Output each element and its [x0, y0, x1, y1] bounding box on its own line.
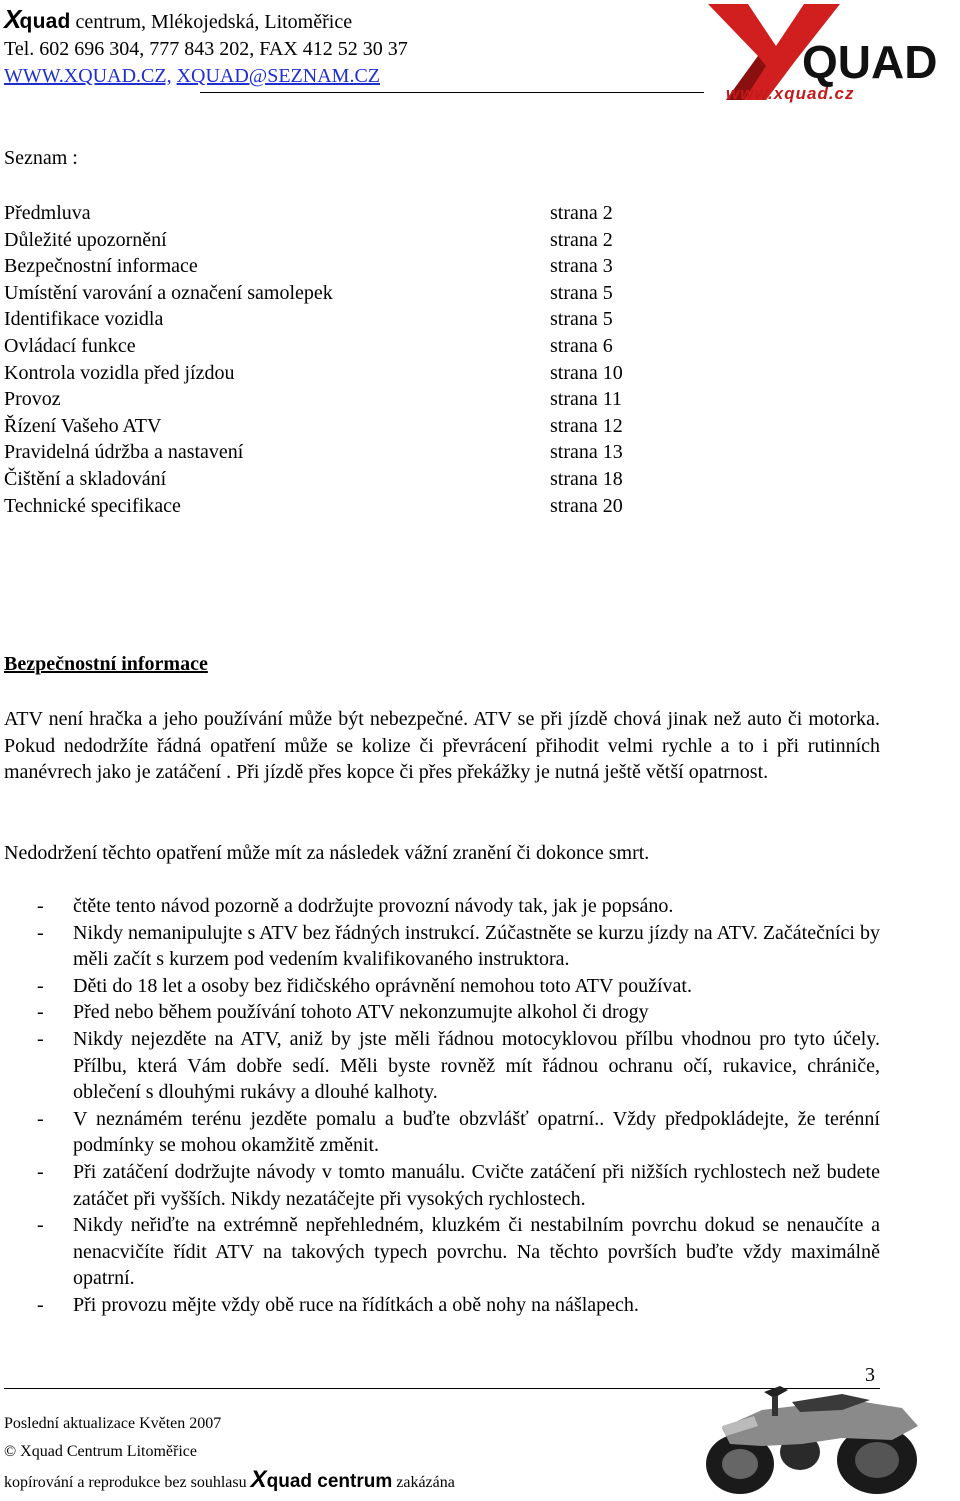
footer-updated: Poslední aktualizace Květen 2007	[4, 1415, 222, 1432]
list-dash: -	[37, 895, 44, 917]
xquad-logo	[704, 0, 960, 108]
safety-list-item	[4, 999, 880, 1026]
atv-image	[692, 1382, 942, 1500]
toc-item-title: Umístění varování a označení samolepek	[4, 281, 333, 304]
toc-row	[4, 360, 704, 387]
header	[4, 6, 704, 90]
table-of-contents	[4, 200, 704, 519]
toc-item-page: strana 12	[550, 414, 623, 437]
list-dash: -	[37, 1001, 44, 1024]
toc-row	[4, 306, 704, 333]
list-item-text: Při provozu mějte vždy obě ruce na řídítkách a obě nohy na nášlapech.	[73, 1293, 639, 1316]
safety-list-item	[4, 893, 880, 920]
toc-item-page: strana 5	[550, 281, 613, 304]
footer	[4, 1410, 455, 1497]
safety-list-item	[4, 1212, 880, 1292]
list-item-text: Děti do 18 let a osoby bez řidičského oprávnění nemohou toto ATV používat.	[73, 974, 692, 997]
brand-word: quad	[19, 10, 71, 33]
toc-row	[4, 253, 704, 280]
list-item-text: Při zatáčení dodržujte návody v tomto manuálu. Cvičte zatáčení při nižších rychlostech než budete zatáčet při vyšších. Nikdy nezatáčejte při vysokých rychlostech.	[73, 1160, 880, 1210]
atv-rear-rim	[855, 1442, 899, 1478]
footer-copy-notice	[4, 1466, 455, 1497]
safety-list-item	[4, 1026, 880, 1106]
list-dash: -	[37, 1107, 44, 1130]
list-dash: -	[37, 974, 44, 997]
footer-brand-word: quad centrum	[266, 1471, 393, 1492]
toc-item-title: Ovládací funkce	[4, 334, 136, 357]
toc-item-page: strana 3	[550, 255, 613, 278]
toc-row	[4, 386, 704, 413]
email-link[interactable]: XQUAD@SEZNAM.CZ	[176, 65, 380, 87]
toc-item-title: Kontrola vozidla před jízdou	[4, 361, 235, 384]
website-link[interactable]: WWW.XQUAD.CZ,	[4, 65, 172, 87]
section-title: Bezpečnostní informace	[4, 653, 208, 675]
copy-suffix: zakázána	[392, 1474, 455, 1491]
list-item-text: čtěte tento návod pozorně a dodržujte provozní návody tak, jak je popsáno.	[73, 895, 674, 917]
list-item-text: Před nebo během používání tohoto ATV nekonzumujte alkohol či drogy	[73, 1001, 649, 1024]
list-dash: -	[37, 1293, 44, 1316]
footer-brand-x: X	[250, 1466, 267, 1493]
copy-prefix: kopírování a reprodukce bez souhlasu	[4, 1474, 251, 1491]
toc-row	[4, 493, 704, 520]
list-item-text: Nikdy nemanipulujte s ATV bez řádných instrukcí. Zúčastněte se kurzu jízdy na ATV. Začátečníci by měli začít s kurzem pod vedením kvalifikovaného instruktora.	[73, 921, 880, 971]
toc-item-page: strana 10	[550, 361, 623, 384]
brand-x: X	[4, 4, 22, 34]
toc-row	[4, 439, 704, 466]
toc-item-title: Pravidelná údržba a nastavení	[4, 441, 244, 464]
safety-list-item	[4, 920, 880, 973]
toc-item-page: strana 13	[550, 441, 623, 464]
toc-row	[4, 227, 704, 254]
header-line-1	[4, 6, 704, 36]
safety-list-item	[4, 1159, 880, 1212]
footer-brand	[250, 1466, 393, 1493]
list-dash: -	[37, 1214, 44, 1237]
toc-item-page: strana 5	[550, 308, 613, 331]
list-item-text: Nikdy nejezděte na ATV, aniž by jste měli řádnou motocyklovou přílbu vhodnou pro tyto účely. Přílbu, která Vám dobře sedí. Měli byste rovněž mít řádnou ochranu očí, rukavice, chrániče, oblečení s dlouhými rukávy a dlouhé kalhoty.	[73, 1027, 880, 1104]
toc-row	[4, 466, 704, 493]
toc-item-title: Řízení Vašeho ATV	[4, 414, 162, 437]
paragraph-warning: Nedodržení těchto opatření může mít za následek vážní zranění či dokonce smrt.	[4, 842, 650, 864]
toc-item-page: strana 20	[550, 494, 623, 517]
safety-list-item	[4, 1292, 880, 1319]
toc-item-page: strana 11	[550, 388, 623, 411]
header-address: centrum, Mlékojedská, Litoměřice	[70, 11, 353, 33]
toc-title: Seznam :	[4, 147, 78, 169]
toc-row	[4, 200, 704, 227]
toc-item-title: Bezpečnostní informace	[4, 255, 198, 278]
atv-steering	[772, 1396, 778, 1416]
toc-item-page: strana 2	[550, 202, 613, 224]
toc-item-title: Čištění a skladování	[4, 467, 167, 490]
list-dash: -	[37, 1027, 44, 1050]
toc-row	[4, 413, 704, 440]
toc-item-title: Technické specifikace	[4, 494, 181, 517]
header-phone: Tel. 602 696 304, 777 843 202, FAX 412 52 30 37	[4, 38, 408, 60]
list-item-text: Nikdy neřiďte na extrémně nepřehledném, kluzkém či nestabilním povrchu dokud se nenaučíte a nenacvičíte řídit ATV na takových typech povrchu. Na těchto površích buďte vždy maximálně opatrní.	[73, 1214, 880, 1290]
toc-row	[4, 333, 704, 360]
list-dash: -	[37, 921, 44, 944]
header-brand	[4, 4, 71, 34]
list-dash: -	[37, 1160, 44, 1183]
toc-item-title: Důležité upozornění	[4, 228, 167, 251]
footer-copyright: © Xquad Centrum Litoměřice	[4, 1443, 197, 1460]
toc-item-page: strana 2	[550, 228, 613, 251]
toc-item-title: Provoz	[4, 388, 61, 411]
header-links	[4, 63, 704, 90]
atv-body	[706, 1386, 918, 1494]
logo-url: www.xquad.cz	[726, 84, 855, 103]
safety-list-item	[4, 1106, 880, 1159]
toc-item-page: strana 6	[550, 334, 613, 357]
list-item-text: V neznámém terénu jezděte pomalu a buďte obzvlášť opatrní.. Vždy předpokládejte, že terénní podmínky se mohou okamžitě změnit.	[73, 1107, 880, 1157]
paragraph-intro: ATV není hračka a jeho používání může být nebezpečné. ATV se při jízdě chová jinak než auto či motorka. Pokud nedodržíte řádná opatření může se kolize či převrácení přihodit velmi rychle a to i při rutinních manévrech jako je zatáčení . Při jízdě přes kopce či přes překážky je nutná ještě větší opatrnost.	[4, 708, 880, 784]
safety-list-item	[4, 973, 880, 1000]
toc-item-title: Identifikace vozidla	[4, 308, 164, 331]
page-number: 3	[865, 1364, 875, 1386]
toc-item-title: Předmluva	[4, 202, 91, 224]
logo-word: QUAD	[802, 36, 938, 88]
atv-front-rim	[722, 1449, 758, 1479]
header-rule	[200, 92, 704, 93]
toc-item-page: strana 18	[550, 467, 623, 490]
toc-row	[4, 280, 704, 307]
safety-list	[4, 893, 880, 1319]
